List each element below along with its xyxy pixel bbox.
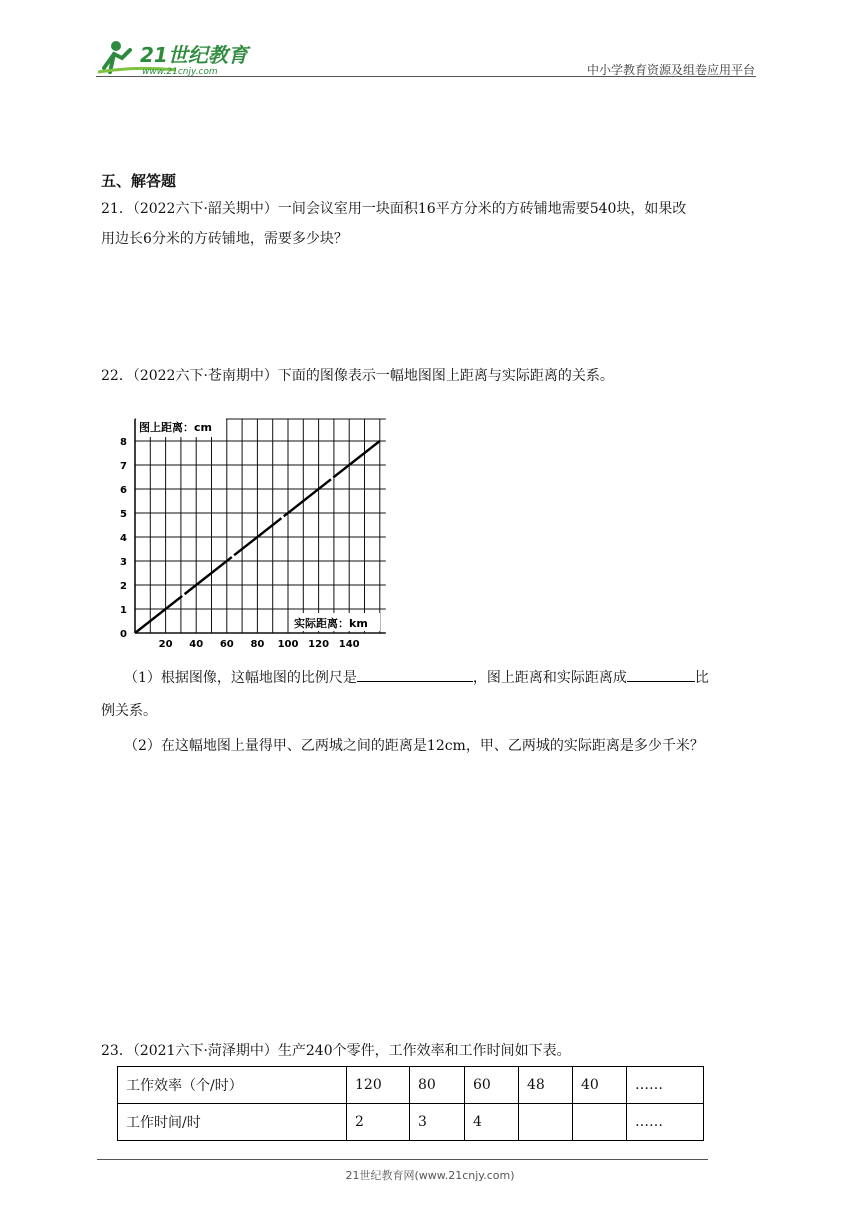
y-tick-label: 8 <box>120 437 127 448</box>
x-tick-label: 100 <box>277 639 299 650</box>
distance-chart <box>118 393 408 650</box>
q22-sub1-cont: 例关系。 <box>101 703 157 719</box>
q22-sub1 <box>124 663 764 693</box>
table-cell: 120 <box>347 1067 410 1104</box>
q22-sub2: （2）在这幅地图上量得甲、乙两城之间的距离是12cm，甲、乙两城的实际距离是多少千米？ <box>124 738 704 754</box>
section-title: 五、解答题 <box>101 172 177 190</box>
table-cell: 工作时间/时 <box>118 1104 347 1141</box>
y-tick-label: 4 <box>120 533 127 544</box>
y-tick-label: 3 <box>120 557 127 568</box>
header-platform-text: 中小学教育资源及组卷应用平台 <box>586 63 755 77</box>
answer-blank-relation[interactable] <box>627 665 695 682</box>
x-axis-label: 实际距离：km <box>294 617 368 630</box>
y-tick-label: 2 <box>120 581 127 592</box>
q22-sub1-text-c: 比 <box>694 670 709 686</box>
x-tick-label: 60 <box>219 639 234 650</box>
x-tick-label: 40 <box>189 639 204 650</box>
table-cell: 48 <box>519 1067 573 1104</box>
y-tick-label: 6 <box>120 485 127 496</box>
table-cell[interactable] <box>573 1104 627 1141</box>
table-cell: 工作效率（个/时） <box>118 1067 347 1104</box>
table-cell: 40 <box>573 1067 627 1104</box>
table-cell[interactable] <box>519 1104 573 1141</box>
question-21 <box>101 194 761 254</box>
table-cell: 4 <box>465 1104 519 1141</box>
footer-text: 21世纪教育网(www.21cnjy.com) <box>345 1169 515 1182</box>
table-cell: 3 <box>410 1104 465 1141</box>
table-cell: 80 <box>410 1067 465 1104</box>
y-axis-label: 图上距离：cm <box>139 421 212 434</box>
logo-url: www.21cnjy.com <box>142 67 218 77</box>
y-tick-label: 7 <box>120 461 127 472</box>
q21-line1: 21．（2022六下·韶关期中）一间会议室用一块面积16平方分米的方砖铺地需要540块，如果改 <box>101 201 687 217</box>
question-22-stem: 22．（2022六下·苍南期中）下面的图像表示一幅地图图上距离与实际距离的关系。 <box>101 368 614 384</box>
table-cell: …… <box>627 1067 704 1104</box>
y-tick-label: 1 <box>120 605 127 616</box>
table-row <box>118 1104 704 1141</box>
header-divider <box>96 76 756 77</box>
table-cell: 2 <box>347 1104 410 1141</box>
table-row <box>118 1067 704 1104</box>
table-cell: 60 <box>465 1067 519 1104</box>
q22-sub1-text-a: （1）根据图像，这幅地图的比例尺是 <box>124 670 357 686</box>
answer-blank-scale[interactable] <box>357 665 473 682</box>
q22-sub1-text-b: ，图上距离和实际距离成 <box>472 670 627 686</box>
question-23-stem: 23．（2021六下·菏泽期中）生产240个零件，工作效率和工作时间如下表。 <box>101 1043 571 1059</box>
logo-text: 21世纪教育 <box>140 43 248 67</box>
y-tick-label: 0 <box>120 629 127 640</box>
x-tick-label: 140 <box>338 639 360 650</box>
y-tick-label: 5 <box>120 509 127 520</box>
work-table <box>117 1066 704 1141</box>
x-tick-label: 80 <box>250 639 265 650</box>
footer-divider <box>97 1159 708 1160</box>
x-tick-label: 120 <box>308 639 330 650</box>
q21-line2: 用边长6分米的方砖铺地，需要多少块？ <box>101 231 348 247</box>
site-logo <box>96 38 266 78</box>
x-tick-label: 20 <box>158 639 173 650</box>
table-cell: …… <box>627 1104 704 1141</box>
